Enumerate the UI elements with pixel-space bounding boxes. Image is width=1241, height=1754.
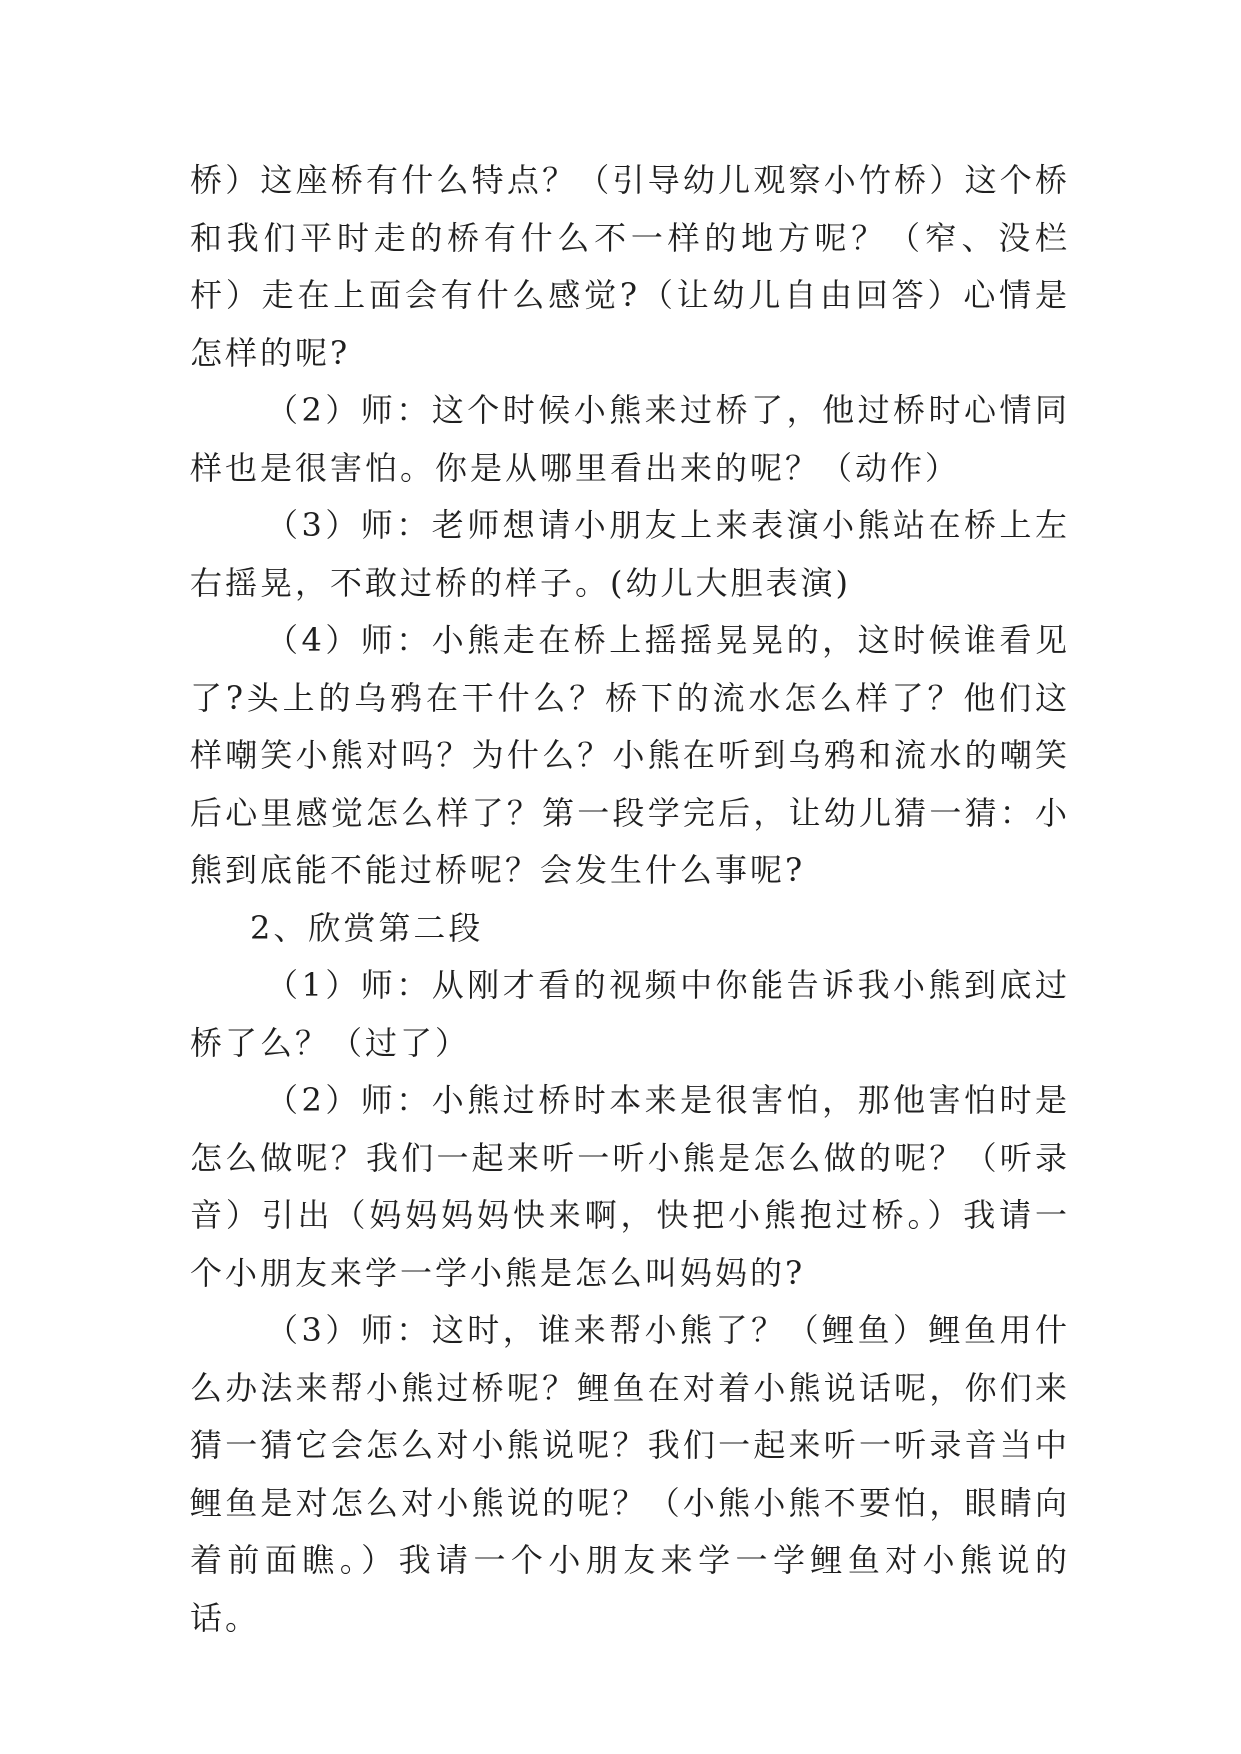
- paragraph-part2-question-3: （3）师：这时，谁来帮小熊了？（鲤鱼）鲤鱼用什么办法来帮小熊过桥呢？鲤鱼在对着小熊说话呢，你们来猜一猜它会怎么对小熊说呢？我们一起来听一听录音当中鲤鱼是对怎么对小熊说的呢？（小熊小熊不要怕，眼睛向着前面瞧。）我请一个小朋友来学一学鲤鱼对小熊说的话。: [190, 1311, 1070, 1637]
- paragraph-bridge-features: 桥）这座桥有什么特点？（引导幼儿观察小竹桥）这个桥和我们平时走的桥有什么不一样的地方呢？（窄、没栏杆）走在上面会有什么感觉?（让幼儿自由回答）心情是怎样的呢?: [190, 161, 1070, 372]
- document-body: [190, 152, 1070, 1647]
- paragraph-question-3: （3）师：老师想请小朋友上来表演小熊站在桥上左右摇晃，不敢过桥的样子。(幼儿大胆表演): [190, 506, 1070, 602]
- section-heading-part-2: 2、欣赏第二段: [250, 908, 484, 947]
- paragraph-part2-question-2: （2）师：小熊过桥时本来是很害怕，那他害怕时是怎么做呢？我们一起来听一听小熊是怎么做的呢？（听录音）引出（妈妈妈妈快来啊，快把小熊抱过桥。）我请一个小朋友来学一学小熊是怎么叫妈妈的?: [190, 1081, 1070, 1292]
- paragraph-part2-question-1: （1）师：从刚才看的视频中你能告诉我小熊到底过桥了么？（过了）: [190, 966, 1070, 1062]
- paragraph-question-2: （2）师：这个时候小熊来过桥了，他过桥时心情同样也是很害怕。你是从哪里看出来的呢？（动作）: [190, 391, 1070, 487]
- paragraph-question-4: （4）师：小熊走在桥上摇摇晃晃的，这时候谁看见了?头上的乌鸦在干什么？桥下的流水怎么样了？他们这样嘲笑小熊对吗？为什么？小熊在听到乌鸦和流水的嘲笑后心里感觉怎么样了？第一段学完后，让幼儿猜一猜：小熊到底能不能过桥呢？会发生什么事呢?: [190, 621, 1070, 889]
